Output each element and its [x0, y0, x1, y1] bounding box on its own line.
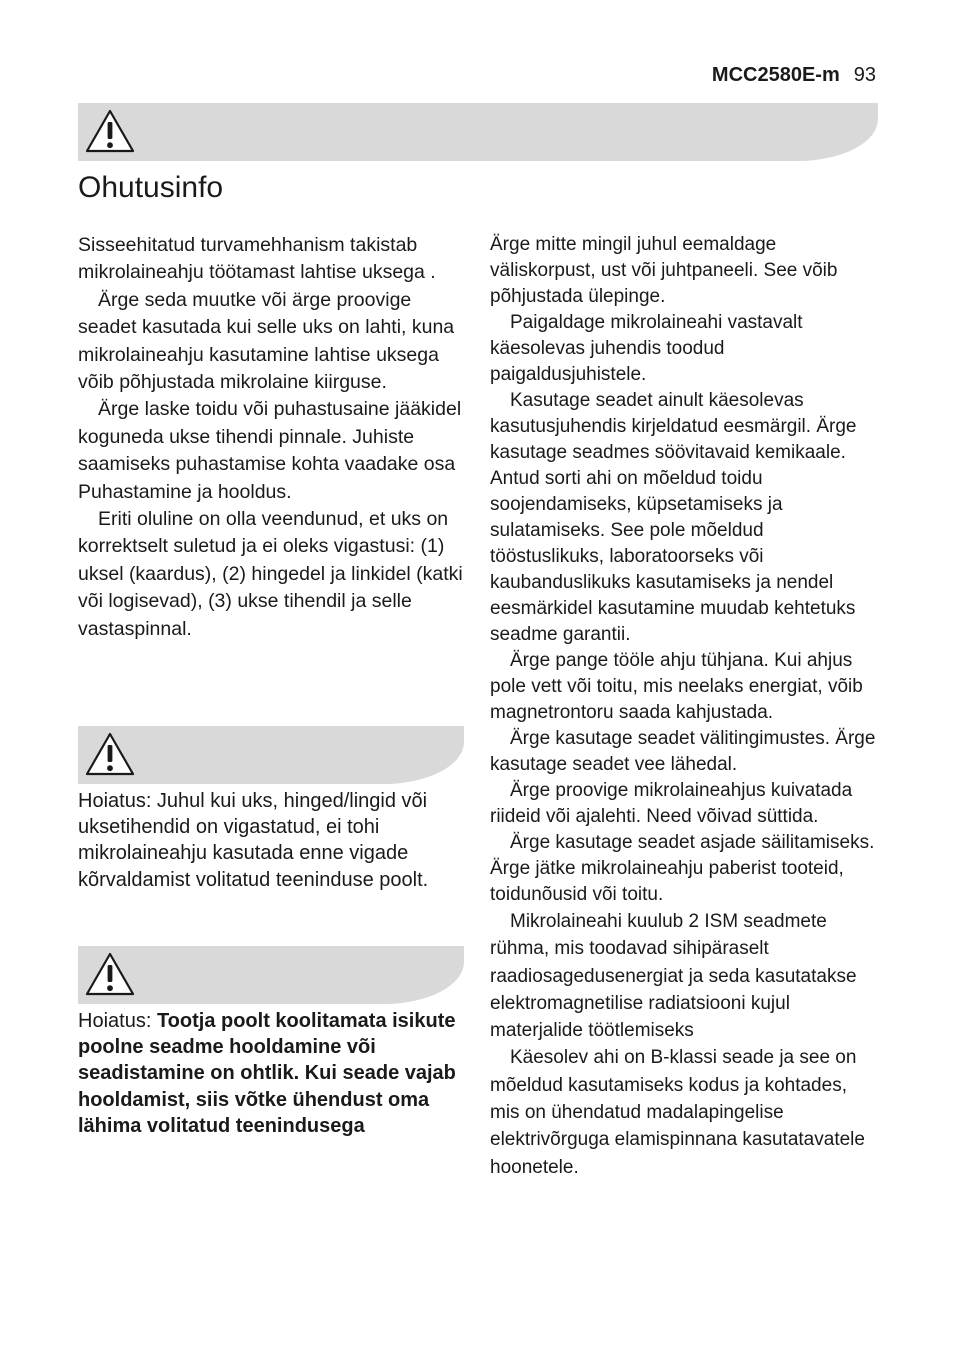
page-header [712, 64, 876, 87]
paragraph: Kasutage seadet ainult käesolevas kasutusjuhendis kirjeldatud eesmärgil. Ärge kasutage seadmes söövitavaid kemikaale. Antud sorti ahi on mõeldud toidu soojendamiseks, küpsetamiseks ja sulatamiseks. See pole mõeldud tööstuslikuks, laboratoorseks või kaubanduslikuks kasutamiseks ja nendel eesmärkidel kasutamine muudab kehtetuks seadme garantii. [490, 390, 857, 645]
paragraph: Käesolev ahi on B-klassi seade ja see on mõeldud kasutamiseks kodus ja kohtades, mis on ühendatud madalapingelise elektrivõrguga elamispinnana kasutatavatele hoonetele. [490, 1047, 865, 1178]
paragraph: Ärge kasutage seadet asjade säilitamiseks. Ärge jätke mikrolaineahju paberist tooteid, toidunõusid või toitu. [490, 832, 875, 905]
warning-text-1: Hoiatus: Juhul kui uks, hinged/lingid või uksetihendid on vigastatud, ei tohi mikrolaineahju kasutada enne vigade kõrvaldamist volitatud teeninduse poolt. [78, 790, 429, 891]
paragraph: Mikrolaineahi kuulub 2 ISM seadmete rühma, mis toodavad sihipäraselt raadiosagedusenergiat ja seda kasutatakse elektromagnetilise radiatsiooni kujul materjalide töötlemiseks [490, 911, 857, 1042]
warning-bold-text: Tootja poolt koolitamata isikute poolne seadme hooldamine või seadistamine on ohtlik. Kui seade vajab hooldamist, siis võtke ühendust oma lähima volitatud teenindusega [78, 1010, 456, 1137]
page-title: Ohutusinfo [78, 171, 224, 204]
section-warning-band [78, 103, 878, 161]
warning-triangle-icon [84, 730, 136, 778]
paragraph: Ärge mitte mingil juhul eemaldage väliskorpust, ust või juhtpaneeli. See võib põhjustada ülepinge. [490, 234, 838, 307]
paragraph: Eriti oluline on olla veendunud, et uks on korrektselt suletud ja ei oleks vigastusi: (1) uksel (kaardus), (2) hingedel ja linkidel (katki või logisevad), (3) ukse tihendil ja selle vastaspinnal. [78, 508, 463, 640]
paragraph: Ärge proovige mikrolaineahjus kuivatada riideid või ajalehti. Need võivad süttida. [490, 780, 853, 827]
paragraph: Ärge pange tööle ahju tühjana. Kui ahjus pole vett või toitu, mis neelaks energiat, võib magnetrontoru saada kahjustada. [490, 650, 863, 723]
right-column [490, 232, 880, 1181]
page-number: 93 [853, 64, 876, 86]
paragraph: Sisseehitatud turvamehhanism takistab mikrolaineahju töötamast lahtise uksega . [78, 234, 436, 284]
warning-band-2 [78, 946, 464, 1004]
warning-prefix: Hoiatus: [78, 1010, 157, 1032]
warning-text-2 [78, 1008, 470, 1139]
warning-triangle-icon [84, 950, 136, 998]
paragraph: Ärge kasutage seadet välitingimustes. Ärge kasutage seadet vee lähedal. [490, 728, 876, 775]
warning-band-1 [78, 726, 464, 784]
warning-triangle-icon [84, 107, 136, 155]
paragraph: Ärge laske toidu või puhastusaine jääkidel koguneda ukse tihendi pinnale. Juhiste saamiseks puhastamise kohta vaadake osa Puhastamine ja hooldus. [78, 398, 462, 503]
model-number: MCC2580E-m [711, 64, 840, 86]
paragraph: Ärge seda muutke või ärge proovige seadet kasutada kui selle uks on lahti, kuna mikrolaineahju kasutamine lahtise uksega võib põhjustada mikrolaine kiirguse. [78, 288, 455, 394]
paragraph: Paigaldage mikrolaineahi vastavalt käesolevas juhendis toodud paigaldusjuhistele. [490, 312, 803, 385]
left-column [78, 232, 468, 643]
